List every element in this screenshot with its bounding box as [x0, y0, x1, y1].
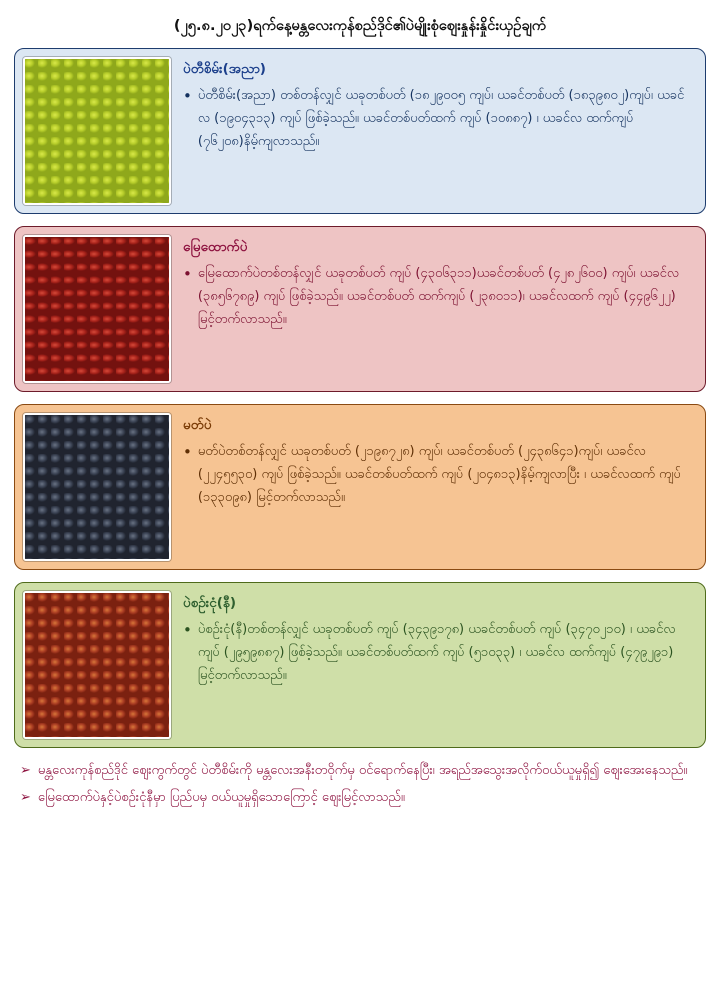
pe-sin-ngone-ni-title: ပဲစဉ်းငုံ(နီ)	[183, 594, 237, 611]
bean-card-matpe	[14, 404, 706, 570]
note-item	[20, 760, 700, 783]
red-kidney-beans-photo	[25, 237, 169, 381]
summary-notes	[14, 760, 706, 810]
brown-cowpea-beans-photo	[25, 593, 169, 737]
matpe-bullet-row	[183, 441, 691, 509]
pe-sin-ngone-ni-bullet-row	[183, 619, 691, 687]
mye-htauk-pe-title: မြေထောက်ပဲ	[183, 238, 248, 255]
mye-htauk-pe-bullet-row	[183, 263, 691, 331]
note-text: မန္တလေးကုန်စည်ဒိုင် ဈေးကွက်တွင် ပဲတီစိမ်းကို မန္တလေးအနီးတဝိုက်မှ ဝင်ရောက်နေပြီး၊ အရည်အသွေးအလိုက်ဝယ်ယူမှုရှိ၍ ဈေးအေးနေသည်။	[37, 762, 688, 778]
bullet-icon: •	[183, 265, 192, 283]
bean-card-pe-sin-ngone-ni	[14, 582, 706, 748]
matpe-body	[171, 413, 697, 512]
pe-sin-ngone-ni-image	[23, 591, 171, 739]
mye-htauk-pe-image	[23, 235, 171, 383]
black-matpe-beans-photo	[25, 415, 169, 559]
pe-si-mi-text: ပဲတီစိမ်း(အညာ) တစ်တန်လျှင် ယခုတစ်ပတ် (၁၈၂၉၀၀၅ ကျပ်၊ ယခင်တစ်ပတ် (၁၈၃၉၈၀၂)ကျပ်၊ ယခင်လ (၁၉၀၄၃၁၃) ကျပ် ဖြစ်ခဲ့သည်။ ယခင်တစ်ပတ်ထက် ကျပ် (၁၀၈၈၇) ၊ ယခင်လ ထက်ကျပ် (၇၆၂၀၈)နိမ့်ကျလာသည်။	[197, 88, 685, 149]
green-mung-beans-photo	[25, 59, 169, 203]
bullet-icon: •	[183, 621, 192, 639]
pe-sin-ngone-ni-body	[171, 591, 697, 690]
matpe-image	[23, 413, 171, 561]
page-title: (၂၅.၈.၂၀၂၃)ရက်နေ့မန္တလေးကုန်စည်ဒိုင်၏ပဲမျိုးစုံဈေးနှုန်းနှိုင်းယှဉ်ချက်	[173, 18, 547, 34]
pe-si-mi-title: ပဲတီစိမ်း(အညာ)	[183, 60, 266, 77]
bullet-icon: •	[183, 443, 192, 461]
note-text: မြေထောက်ပဲနှင့်ပဲစဉ်းငုံနီမှာ ပြည်ပမှ ဝယ်ယူမှုရှိသောကြောင့် ဈေးမြင့်လာသည်။	[37, 789, 405, 805]
pe-si-mi-bullet-row	[183, 85, 691, 153]
pe-sin-ngone-ni-text: ပဲစဉ်းငုံ(နီ)တစ်တန်လျှင် ယခုတစ်ပတ် ကျပ် (၃၄၃၉၁၇၈) ယခင်တစ်ပတ် ကျပ် (၃၄၇၀၂၁၀) ၊ ယခင်လကျပ် (၂၉၅၉၈၈၇) ဖြစ်ခဲ့သည်။ ယခင်တစ်ပတ်ထက် ကျပ် (၅၁၀၃၃) ၊ ယခင်လ ထက်ကျပ် (၄၇၉၂၉၁) မြင့်တက်လာသည်။	[197, 622, 676, 683]
mye-htauk-pe-text: မြေထောက်ပဲတစ်တန်လျှင် ယခုတစ်ပတ် ကျပ် (၄၃၀၆၃၁၁)ယခင်တစ်ပတ် (၄၂၈၂၆၀၀) ကျပ်၊ ယခင်လ (၃၈၅၆၇၈၉) ကျပ် ဖြစ်ခဲ့သည်။ ယခင်တစ်ပတ် ထက်ကျပ် (၂၃၈၀၁၁)၊ ယခင်လထက် ကျပ် (၄၄၉၆၂၂) မြင့်တက်လာသည်။	[197, 266, 680, 327]
bean-card-mye-htauk-pe	[14, 226, 706, 392]
matpe-title: မတ်ပဲ	[183, 416, 212, 433]
mye-htauk-pe-body	[171, 235, 697, 334]
matpe-text: မတ်ပဲတစ်တန်လျှင် ယခုတစ်ပတ် (၂၁၉၈၇၂၈) ကျပ်၊ ယခင်တစ်ပတ် (၂၄၃၈၆၄၁)ကျပ်၊ ယခင်လ (၂၂၄၅၅၃၀) ကျပ် ဖြစ်ခဲ့သည်။ ယခင်တစ်ပတ်ထက် ကျပ် (၂၀၄၈၁၃)နိမ့်ကျလာပြီး ၊ ယခင်လထက် ကျပ် (၁၃၃၀၉၈) မြင့်တက်လာသည်။	[197, 444, 681, 505]
bean-card-pe-si-mi	[14, 48, 706, 214]
pe-si-mi-image	[23, 57, 171, 205]
arrow-bullet-icon: ➢	[20, 762, 31, 778]
arrow-bullet-icon: ➢	[20, 789, 31, 805]
note-item	[20, 787, 700, 810]
pe-si-mi-body	[171, 57, 697, 156]
bullet-icon: •	[183, 87, 192, 105]
